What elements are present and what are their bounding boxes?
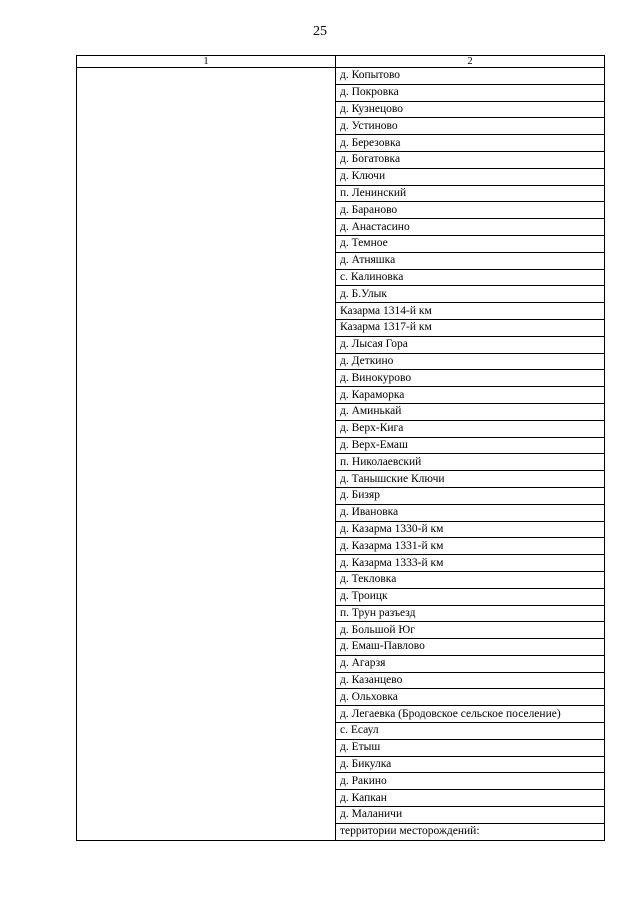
settlement-name-cell: д. Верх-Емаш [336, 437, 605, 454]
settlement-name-cell: Казарма 1314-й км [336, 303, 605, 320]
settlement-name-cell: д. Березовка [336, 135, 605, 152]
settlement-name-cell: д. Легаевка (Бродовское сельское поселение) [336, 706, 605, 723]
table-row [77, 68, 605, 85]
settlement-name-cell: п. Ленинский [336, 185, 605, 202]
settlement-name-cell: д. Казарма 1330-й км [336, 521, 605, 538]
settlement-name-cell: д. Агарзя [336, 655, 605, 672]
settlement-name-cell: д. Ольховка [336, 689, 605, 706]
settlement-name-cell: д. Казанцево [336, 672, 605, 689]
settlement-name-cell: д. Казарма 1331-й км [336, 538, 605, 555]
table-body [77, 68, 605, 841]
settlement-name-cell: д. Троицк [336, 588, 605, 605]
settlement-name-cell: д. Винокурово [336, 370, 605, 387]
settlement-name-cell: д. Капкан [336, 790, 605, 807]
settlement-name-cell: д. Емаш-Павлово [336, 639, 605, 656]
settlement-name-cell: д. Ивановка [336, 504, 605, 521]
settlement-name-cell: д. Лысая Гора [336, 336, 605, 353]
settlement-name-cell: п. Николаевский [336, 454, 605, 471]
settlement-name-cell: с. Калиновка [336, 269, 605, 286]
table-header-row [77, 56, 605, 68]
column-header-2: 2 [336, 56, 605, 68]
settlement-name-cell: территории месторождений: [336, 823, 605, 840]
column-1-cell [77, 68, 336, 841]
settlement-name-cell: п. Трун разъезд [336, 605, 605, 622]
settlement-name-cell: д. Большой Юг [336, 622, 605, 639]
settlement-name-cell: д. Маланичи [336, 807, 605, 824]
settlement-name-cell: д. Ключи [336, 168, 605, 185]
settlement-name-cell: д. Караморка [336, 387, 605, 404]
settlement-name-cell: д. Б.Улык [336, 286, 605, 303]
settlement-name-cell: д. Аминькай [336, 403, 605, 420]
settlement-name-cell: д. Атняшка [336, 252, 605, 269]
settlement-name-cell: д. Деткино [336, 353, 605, 370]
settlement-name-cell: д. Верх-Кига [336, 420, 605, 437]
settlement-name-cell: д. Бизяр [336, 487, 605, 504]
settlement-name-cell: д. Бараново [336, 202, 605, 219]
settlement-name-cell: д. Темное [336, 235, 605, 252]
settlement-name-cell: д. Ракино [336, 773, 605, 790]
settlement-name-cell: д. Анастасино [336, 219, 605, 236]
settlement-name-cell: д. Богатовка [336, 151, 605, 168]
settlements-table [76, 55, 605, 841]
settlement-name-cell: д. Танышские Ключи [336, 471, 605, 488]
settlement-name-cell: д. Кузнецово [336, 101, 605, 118]
settlement-name-cell: Казарма 1317-й км [336, 319, 605, 336]
settlement-name-cell: д. Етыш [336, 739, 605, 756]
settlement-name-cell: д. Казарма 1333-й км [336, 555, 605, 572]
settlement-name-cell: д. Устиново [336, 118, 605, 135]
column-header-1: 1 [77, 56, 336, 68]
settlement-name-cell: д. Покровка [336, 84, 605, 101]
settlement-name-cell: д. Бикулка [336, 756, 605, 773]
page-number: 25 [313, 24, 327, 39]
settlement-name-cell: с. Есаул [336, 723, 605, 740]
settlement-name-cell: д. Текловка [336, 571, 605, 588]
settlement-name-cell: д. Копытово [336, 68, 605, 85]
